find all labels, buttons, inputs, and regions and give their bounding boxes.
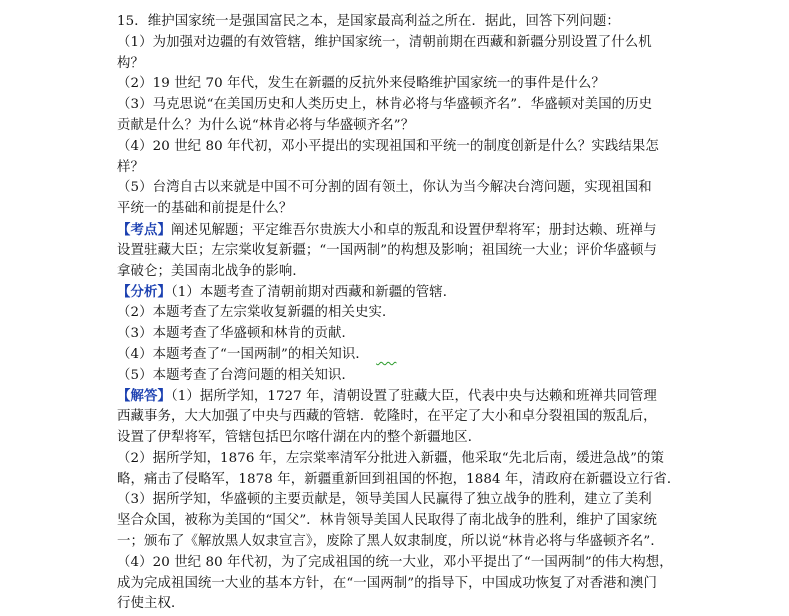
jieda-tag: 【解答】: [117, 388, 171, 405]
fenxi-line-2: （2）本题考查了左宗棠收复新疆的相关史实．: [117, 305, 396, 321]
question-1-line-2: 构？: [117, 55, 144, 71]
kaodian-line-1: [117, 220, 729, 241]
fenxi-tag: 【分析】: [117, 284, 171, 301]
question-1-line-1: （1）为加强对边疆的有效管辖，维护国家统一，清朝前期在西藏和新疆分别设置了什么机: [117, 34, 652, 50]
question-title: 15．维护国家统一是强国富民之本，是国家最高利益之所在．据此，回答下列问题：: [117, 14, 620, 29]
kaodian-line-2: 设置驻藏大臣；左宗棠收复新疆；“一国两制”的构想及影响；祖国统一大业；评价华盛顿与: [117, 242, 658, 258]
question-3-line-2: 贡献是什么？为什么说“林肯必将与华盛顿齐名”？: [117, 117, 415, 133]
spellcheck-mark: 。。: [376, 346, 397, 362]
jieda-line-1: [117, 386, 729, 407]
fenxi-line-1: [117, 282, 729, 303]
kaodian-line-3: 拿破仑；美国南北战争的影响．: [117, 263, 306, 279]
jieda-line-4: （2）据所学知，1876 年，左宗棠率清军分批进入新疆，他采取“先北后南，缓进急战”的策: [117, 450, 665, 466]
question-4-line-1: （4）20 世纪 80 年代初，邓小平提出的实现祖国和平统一的制度创新是什么？实践结果怎: [117, 138, 659, 154]
jieda-line-8: 一；颁布了《解放黑人奴隶宣言》，废除了黑人奴隶制度，所以说“林肯必将与华盛顿齐名”．: [117, 533, 664, 549]
jieda-line-7: 坚合众国，被称为美国的“国父”．林肯领导美国人民取得了南北战争的胜利，维护了国家统: [117, 513, 658, 529]
jieda-text-1: （1）据所学知，1727 年，清朝设置了驻藏大臣，代表中央与达赖和班禅共同管理: [170, 389, 657, 405]
question-5-line-2: 平统一的基础和前提是什么？: [117, 201, 293, 217]
question-2: （2）19 世纪 70 年代，发生在新疆的反抗外来侵略维护国家统一的事件是什么？: [117, 76, 605, 92]
jieda-line-10: 成为完成祖国统一大业的基本方针，在“一国两制”的指导下，中国成功恢复了对香港和澳门: [117, 575, 658, 591]
jieda-line-3: 设置了伊犁将军，管辖包括巴尔喀什湖在内的整个新疆地区．: [117, 429, 482, 445]
question-5-line-1: （5）台湾自古以来就是中国不可分割的固有领土，你认为当今解决台湾问题，实现祖国和: [117, 180, 652, 196]
jieda-line-11: 行使主权．: [117, 596, 185, 612]
jieda-line-2: 西藏事务，大大加强了中央与西藏的管辖．乾隆时，在平定了大小和卓分裂祖国的叛乱后，: [117, 409, 657, 425]
kaodian-tag: 【考点】: [117, 221, 171, 238]
question-3-line-1: （3）马克思说“在美国历史和人类历史上，林肯必将与华盛顿齐名”．华盛顿对美国的历史: [117, 97, 653, 113]
jieda-line-5: 略，痛击了侵略军，1878 年，新疆重新回到祖国的怀抱，1884 年，清政府在新疆设立行省．: [117, 471, 681, 487]
jieda-line-9: （4）20 世纪 80 年代初，为了完成祖国的统一大业，邓小平提出了“一国两制”的伟大构想，: [117, 554, 673, 570]
fenxi-line-3: （3）本题考查了华盛顿和林肯的贡献．: [117, 325, 355, 341]
question-4-line-2: 样？: [117, 159, 144, 175]
kaodian-text-1: 阐述见解题；平定维吾尔贵族大小和卓的叛乱和设置伊犁将军；册封达赖、班禅与: [170, 222, 657, 238]
fenxi-text-1: （1）本题考查了清朝前期对西藏和新疆的管辖．: [170, 285, 457, 301]
jieda-line-6: （3）据所学知，华盛顿的主要贡献是，领导美国人民赢得了独立战争的胜利，建立了美利: [117, 492, 652, 508]
fenxi-text-4: （4）本题考查了“一国两制”的相关知识．: [117, 346, 363, 362]
fenxi-line-4: [117, 345, 729, 366]
fenxi-line-5: （5）本题考查了台湾问题的相关知识．: [117, 367, 355, 383]
